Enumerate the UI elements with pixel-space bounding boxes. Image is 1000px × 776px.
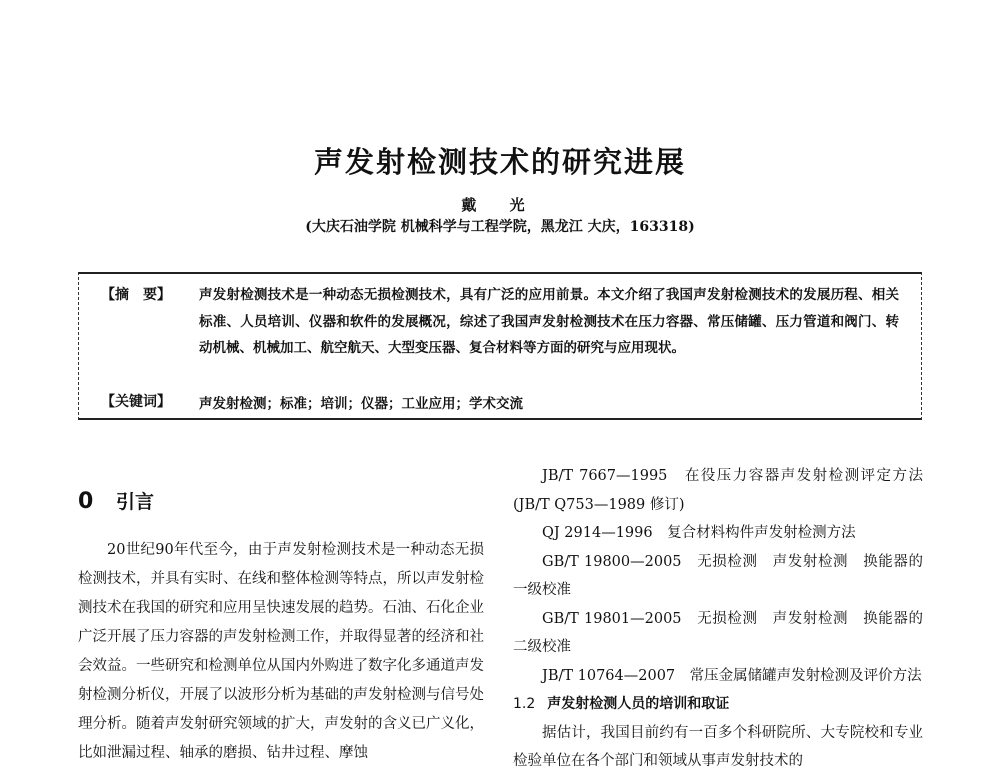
paper-title: 声发射检测技术的研究进展 (313, 145, 686, 179)
training-paragraph: 据估计，我国目前约有一百多个科研院所、大专院校和专业检验单位在各个部门和领域从事声发射技术的 (513, 724, 923, 769)
section-0-heading (78, 487, 154, 514)
abstract-label: 【摘 要】 (101, 287, 171, 303)
subsection-number: 1.2 (513, 696, 536, 712)
abstract-box (78, 272, 922, 420)
intro-paragraph: 20世纪90年代至今，由于声发射检测技术是一种动态无损检测技术，并具有实时、在线和整体检测等特点，所以声发射检测技术在我国的研究和应用呈快速发展的趋势。石油、石化企业广泛开展了压力容器的声发射检测工作，并取得显著的经济和社会效益。一些研究和检测单位从国内外购进了数字化多通道声发射检测分析仪，开展了以波形分析为基础的声发射检测与信号处理分析。随着声发射研究领域的扩大，声发射的含义已广义化，比如泄漏过程、轴承的磨损、钻井过程、摩蚀 (78, 542, 484, 761)
standard-item: JB/T 10764—2007 常压金属储罐声发射检测及评价方法 (542, 667, 922, 684)
left-column (78, 536, 484, 768)
keywords-text: 声发射检测；标准；培训；仪器；工业应用；学术交流 (199, 396, 523, 412)
affiliation: (大庆石油学院 机械科学与工程学院，黑龙江 大庆，163318) (305, 219, 695, 235)
section-1-2-heading (513, 690, 923, 719)
standard-item: GB/T 19800—2005 无损检测 声发射检测 换能器的一级校准 (513, 553, 923, 598)
abstract-text: 声发射检测技术是一种动态无损检测技术，具有广泛的应用前景。本文介绍了我国声发射检测技术的发展历程、相关标准、人员培训、仪器和软件的发展概况，综述了我国声发射检测技术在压力容器、常压储罐、压力管道和阀门、转动机械、机械加工、航空航天、大型变压器、复合材料等方面的研究与应用现状。 (199, 287, 899, 356)
author: 戴 光 (461, 196, 539, 214)
section-number: 0 (78, 489, 94, 514)
section-title: 引言 (115, 491, 154, 513)
standard-item: JB/T 7667—1995 在役压力容器声发射检测评定方法(JB/T Q753—1989 修订) (513, 468, 923, 513)
standard-item: QJ 2914—1996 复合材料构件声发射检测方法 (542, 525, 856, 541)
keywords-label: 【关键词】 (101, 394, 171, 410)
standard-item: GB/T 19801—2005 无损检测 声发射检测 换能器的二级校准 (513, 610, 923, 655)
right-column (513, 462, 923, 776)
subsection-title: 声发射检测人员的培训和取证 (547, 696, 730, 712)
